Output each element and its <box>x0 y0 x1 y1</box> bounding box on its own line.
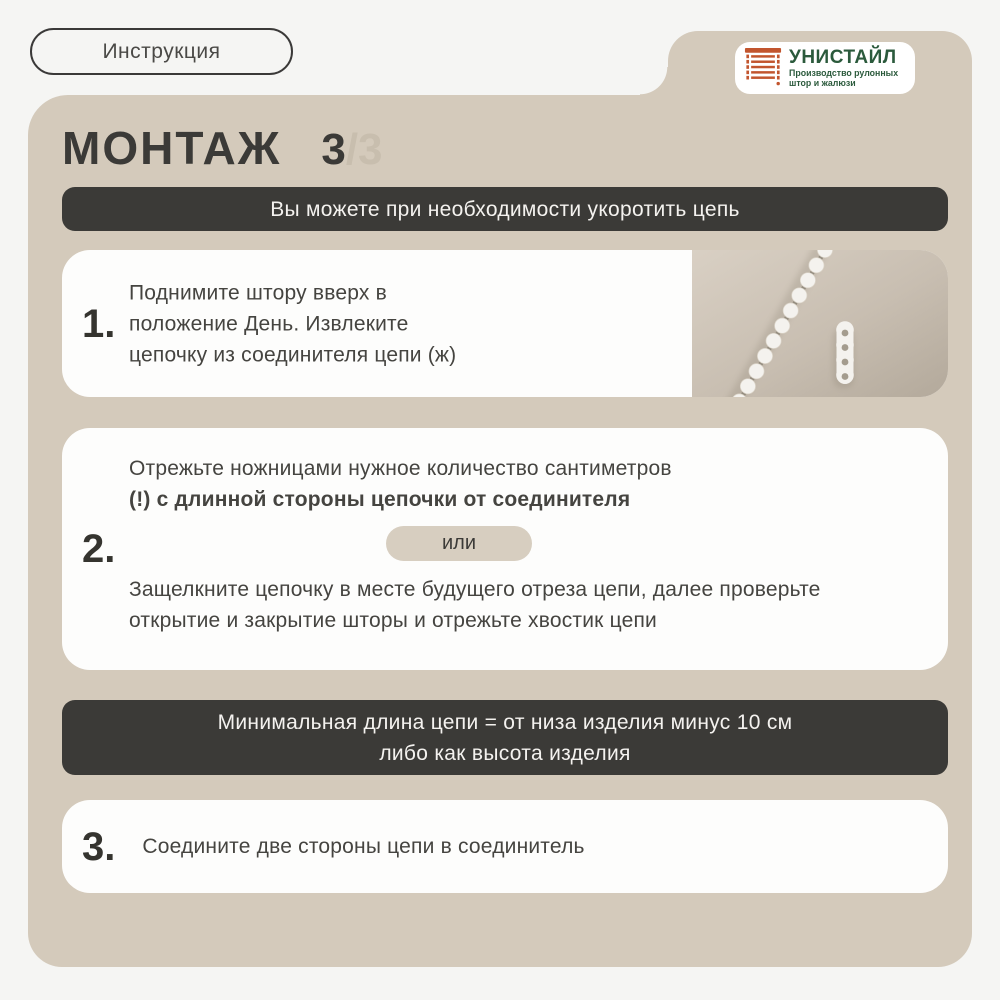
note-banner-middle-line2: либо как высота изделия <box>379 741 631 765</box>
page-counter-current: 3 <box>321 125 346 174</box>
step-2-line-regular: Отрежьте ножницами нужное количество сантиметров <box>129 457 672 480</box>
note-banner-top-text: Вы можете при необходимости укоротить цепь <box>270 197 740 221</box>
step-2-line-bold: (!) с длинной стороны цепочки от соединителя <box>129 488 631 511</box>
blinds-icon <box>744 46 782 91</box>
panel-tab-fillet <box>640 67 669 96</box>
logo-subtitle-line2: штор и жалюзи <box>789 78 856 88</box>
chain-connector <box>836 321 854 384</box>
step-3-card <box>62 800 948 893</box>
logo-subtitle-line1: Производство рулонных <box>789 67 899 78</box>
or-pill: или <box>386 526 532 561</box>
step-3-number: 3. <box>82 824 116 869</box>
page-counter-separator: / <box>345 125 359 174</box>
instruction-button[interactable]: Инструкция <box>30 28 293 75</box>
page-counter-total: 3 <box>358 125 383 174</box>
chain-photo <box>692 250 948 397</box>
step-2-paragraph: Защелкните цепочку в месте будущего отреза цепи, далее проверьте открытие и закрытие шторы и отрежьте хвостик цепи <box>129 578 821 632</box>
note-banner-middle <box>62 700 948 775</box>
logo-title: УНИСТАЙЛ <box>789 46 897 68</box>
brand-logo <box>735 42 915 94</box>
note-banner-top <box>62 187 948 231</box>
step-1-text: Поднимите штору вверх в положение День. Извлеките цепочку из соединителя цепи (ж) <box>129 281 457 366</box>
note-banner-middle-line1: Минимальная длина цепи = от низа изделия минус 10 см <box>217 710 793 734</box>
page-counter <box>321 124 382 176</box>
step-3-text: Соедините две стороны цепи в соединитель <box>142 835 585 858</box>
page-title <box>62 122 383 176</box>
step-2-number: 2. <box>82 527 116 571</box>
step-1-number: 1. <box>82 301 116 346</box>
title-text: МОНТАЖ <box>62 122 282 174</box>
step-2-card <box>62 428 948 670</box>
step-1-card <box>62 250 948 397</box>
